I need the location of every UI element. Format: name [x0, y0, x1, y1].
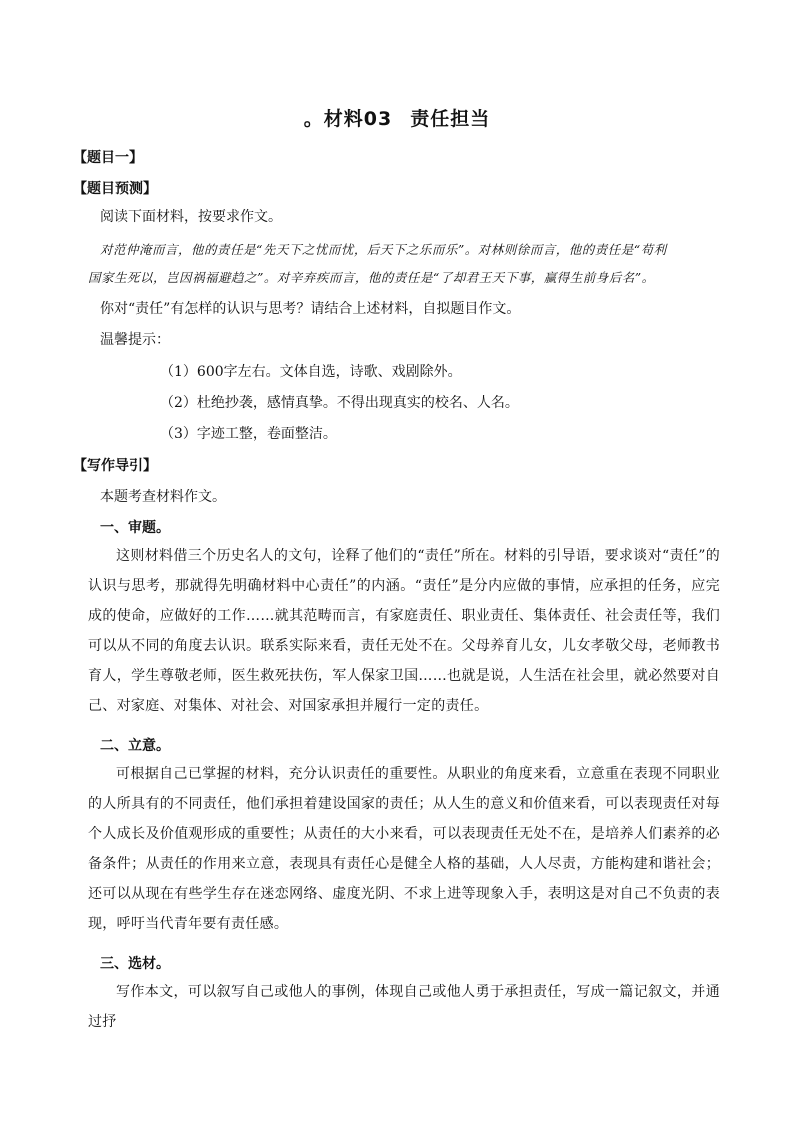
heading-examine: 一、审题。	[100, 520, 170, 536]
section-guide: 【写作导引】	[73, 458, 157, 474]
guide-intro: 本题考查材料作文。	[100, 489, 226, 505]
paragraph-theme: 可根据自己已掌握的材料，充分认识责任的重要性。从职业的角度来看，立意重在表现不同职业的人所具有的不同责任，他们承担着建设国家的责任；从人生的意义和价值来看，可以表现责任对每个人成长及价值观形成的重要性；从责任的大小来看，可以表现责任无处不在，是培养人们素养的必备条件；从责任的作用来立意，表现具有责任心是健全人格的基础，人人尽责，方能构建和谐社会；还可以从现在有些学生存在迷恋网络、虚度光阴、不求上进等现象入手，表明这是对自己不负责的表现，呼吁当代青年要有责任感。	[88, 766, 720, 932]
prompt-intro: 阅读下面材料，按要求作文。	[100, 209, 282, 225]
tip-item: （2）杜绝抄袭，感情真挚。不得出现真实的校名、人名。	[160, 395, 519, 411]
paragraph-material: 写作本文，可以叙写自己或他人的事例，体现自己或他人勇于承担责任，写成一篇记叙文，并通过抒	[88, 984, 720, 1030]
tip-item: （1）600字左右。文体自选，诗歌、戏剧除外。	[160, 364, 462, 380]
material-line-2: 国家生死以，岂因祸福避趋之”。对辛弃疾而言，他的责任是“了却君王天下事，赢得生前身后名”。	[88, 270, 655, 285]
tip-item: （3）字迹工整，卷面整洁。	[160, 426, 337, 442]
section-topic1: 【题目一】	[73, 150, 143, 166]
section-prediction: 【题目预测】	[73, 181, 157, 197]
title-prefix: 。材料03	[303, 108, 393, 130]
page-title	[0, 104, 794, 131]
tips-label: 温馨提示：	[100, 332, 170, 348]
paragraph-examine: 这则材料借三个历史名人的文句，诠释了他们的“责任”所在。材料的引导语，要求谈对“责任”的认识与思考，那就得先明确材料中心责任”的内涵。“责任”是分内应做的事情，应承担的任务，应完成的使命，应做好的工作……就其范畴而言，有家庭责任、职业责任、集体责任、社会责任等，我们可以从不同的角度去认识。联系实际来看，责任无处不在。父母养育儿女，儿女孝敬父母，老师教书育人，学生尊敬老师，医生救死扶伤，军人保家卫国……也就是说，人生活在社会里，就必然要对自己、对家庭、对集体、对社会、对国家承担并履行一定的责任。	[88, 548, 720, 714]
heading-theme: 二、立意。	[100, 738, 170, 754]
title-name: 责任担当	[410, 108, 491, 130]
material-line-1: 对范仲淹而言，他的责任是“先天下之忧而忧，后天下之乐而乐”。对林则徐而言，他的责任是“苟利	[100, 242, 667, 257]
prompt-question: 你对“责任”有怎样的认识与思考？请结合上述材料，自拟题目作文。	[100, 301, 521, 317]
heading-material: 三、选材。	[100, 956, 170, 972]
